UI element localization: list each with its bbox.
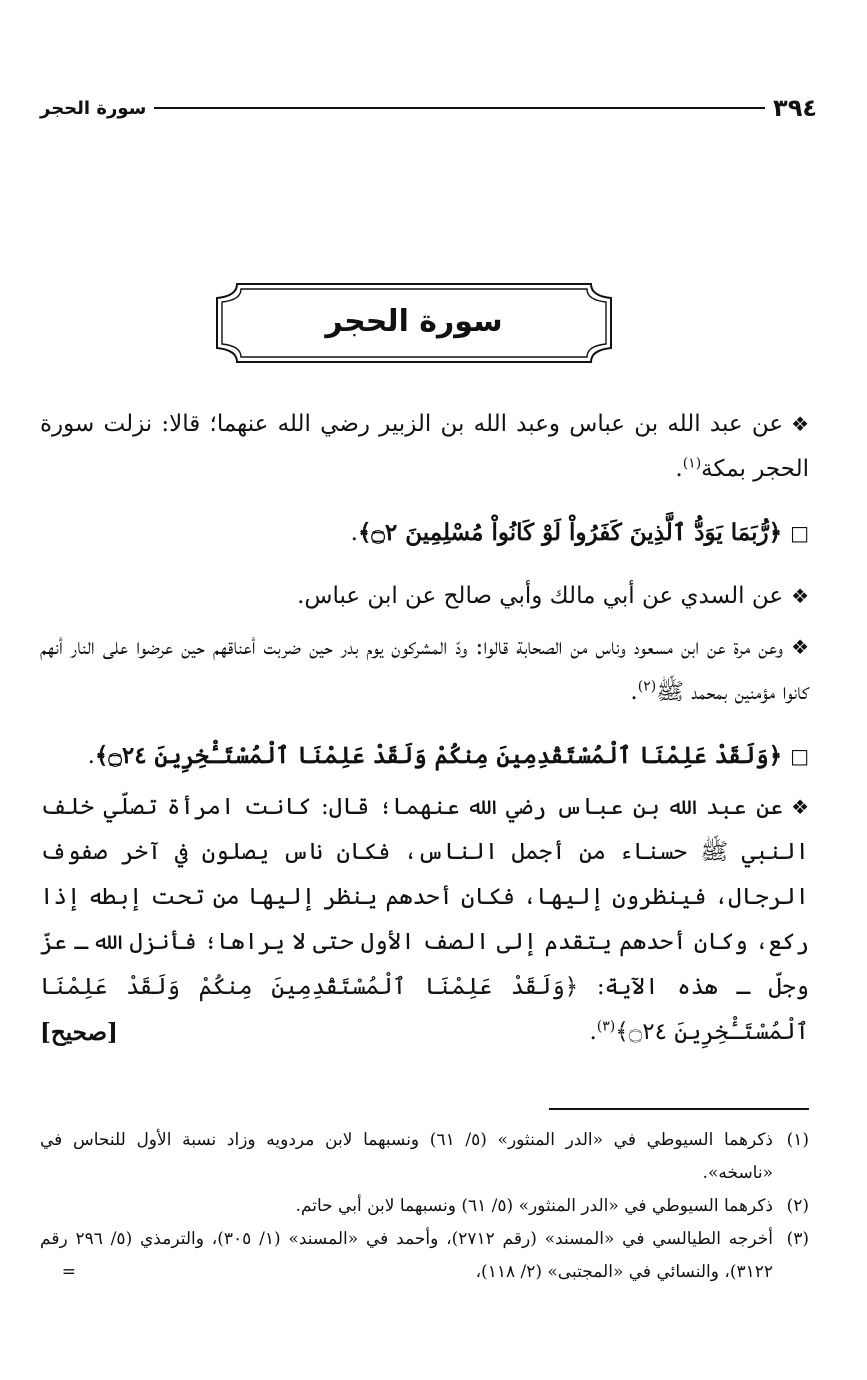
diamond-bullet-icon: ❖ (791, 795, 809, 819)
paragraph-tail: . (589, 1019, 597, 1045)
footnotes (40, 1124, 809, 1289)
paragraph-text: عن عبد الله بن عباس وعبد الله بن الزبير رضي الله عنهما؛ قالا: نزلت سورة الحجر بمكة (40, 411, 809, 482)
footnote: (٣)أخرجه الطيالسي في «المسند» (رقم ٢٧١٢)، وأحمد في «المسند» (١/ ٣٠٥)، والترمذي (٥/ ٢٩٦ رقم ٣١٢٢)، والنسائي في «المجتبى» (٢/ ١١٨)، = (40, 1223, 809, 1289)
footnote (40, 1124, 809, 1190)
paragraph-text: عن عبد الله بن عباس رضي الله عنهما؛ قال: كانت امرأة تصلّي خلف النبي ﷺ حسناء من أجمل الناس، فكان ناس يصلون في آخر صفوف الرجال، فينظرون إليها، فكان أحدهم ينظر إليها من تحت إبطه إذا ركع، وكان أحدهم يتقدم إلى الصف الأول حتى لا يراها؛ فأنزل الله ـ عزّ وجلّ ـ هذه الآية: ﴿وَلَقَدْ عَلِمْنَا ٱلْمُسْتَقْدِمِينَ مِنكُمْ وَلَقَدْ عَلِمْنَا ٱلْمُسْتَـْٔخِرِينَ ۝٢٤﴾ (40, 794, 809, 1045)
paragraph (40, 785, 809, 1055)
paragraph-tail: . (350, 520, 358, 546)
footnote-number: (١) (786, 1130, 809, 1150)
footnote-rule (549, 1108, 809, 1110)
footnote-ref: (٣) (596, 1018, 616, 1035)
square-bullet-icon: □ (790, 744, 809, 768)
running-title: سورة الحجر (40, 97, 147, 119)
paragraph-text: عن السدي عن أبي مالك وأبي صالح عن ابن عباس (304, 583, 784, 609)
footnote (40, 1190, 809, 1223)
paragraph-tail: . (297, 583, 305, 609)
paragraph-tail: . (675, 456, 683, 482)
paragraph-tail: . (630, 679, 638, 705)
paragraph-text: وعن مرة عن ابن مسعود وناس من الصحابة قالوا: ودّ المشركون يوم بدر حين ضربت أعناقهم حين عرضوا على النار أنهم كانوا مؤمنين بمحمد ﷺ (40, 634, 809, 705)
square-bullet-icon: □ (790, 521, 809, 545)
footnote-number: (٣) (786, 1229, 809, 1249)
paragraph (40, 402, 809, 492)
paragraph (40, 574, 809, 619)
paragraph (40, 625, 809, 715)
surah-title: سورة الحجر (325, 304, 503, 339)
verse-paragraph (40, 733, 809, 779)
footnote-ref: (٢) (637, 678, 657, 695)
diamond-bullet-icon: ❖ (791, 635, 809, 659)
footnote-text: ذكرهما السيوطي في «الدر المنثور» (٥/ ٦١) ونسبهما لابن مردويه وزاد نسبة الأول للنحاس في «ناسخه». (40, 1130, 773, 1183)
header-rule (154, 107, 765, 109)
main-text (40, 402, 809, 1073)
paragraph-tail: . (87, 743, 95, 769)
running-header (40, 92, 817, 124)
footnote-number: (٢) (786, 1196, 809, 1216)
hadith-grade: [صحيح] (40, 1019, 118, 1046)
footnote-ref: (١) (682, 455, 702, 472)
footnote-text: أخرجه الطيالسي في «المسند» (رقم ٢٧١٢)، وأحمد في «المسند» (١/ ٣٠٥)، والترمذي (٥/ ٢٩٦ رقم ٣١٢٢)، والنسائي في «المجتبى» (٢/ ١١٨)، (40, 1229, 773, 1282)
page-number: ٣٩٤ (773, 94, 817, 122)
diamond-bullet-icon: ❖ (791, 412, 809, 436)
diamond-bullet-icon: ❖ (791, 584, 809, 608)
verse-paragraph (40, 510, 809, 556)
footnote-text: ذكرهما السيوطي في «الدر المنثور» (٥/ ٦١) ونسبهما لابن أبي حاتم. (295, 1196, 773, 1216)
verse-text: ﴿رُّبَمَا يَوَدُّ ٱلَّذِينَ كَفَرُواْ لَوْ كَانُواْ مُسْلِمِينَ ۝٢﴾ (357, 519, 783, 546)
surah-title-frame (215, 282, 613, 364)
verse-text: ﴿وَلَقَدْ عَلِمْنَا ٱلْمُسْتَقْدِمِينَ مِنكُمْ وَلَقَدْ عَلِمْنَا ٱلْمُسْتَـْٔخِرِينَ ۝٢٤﴾ (94, 742, 783, 769)
